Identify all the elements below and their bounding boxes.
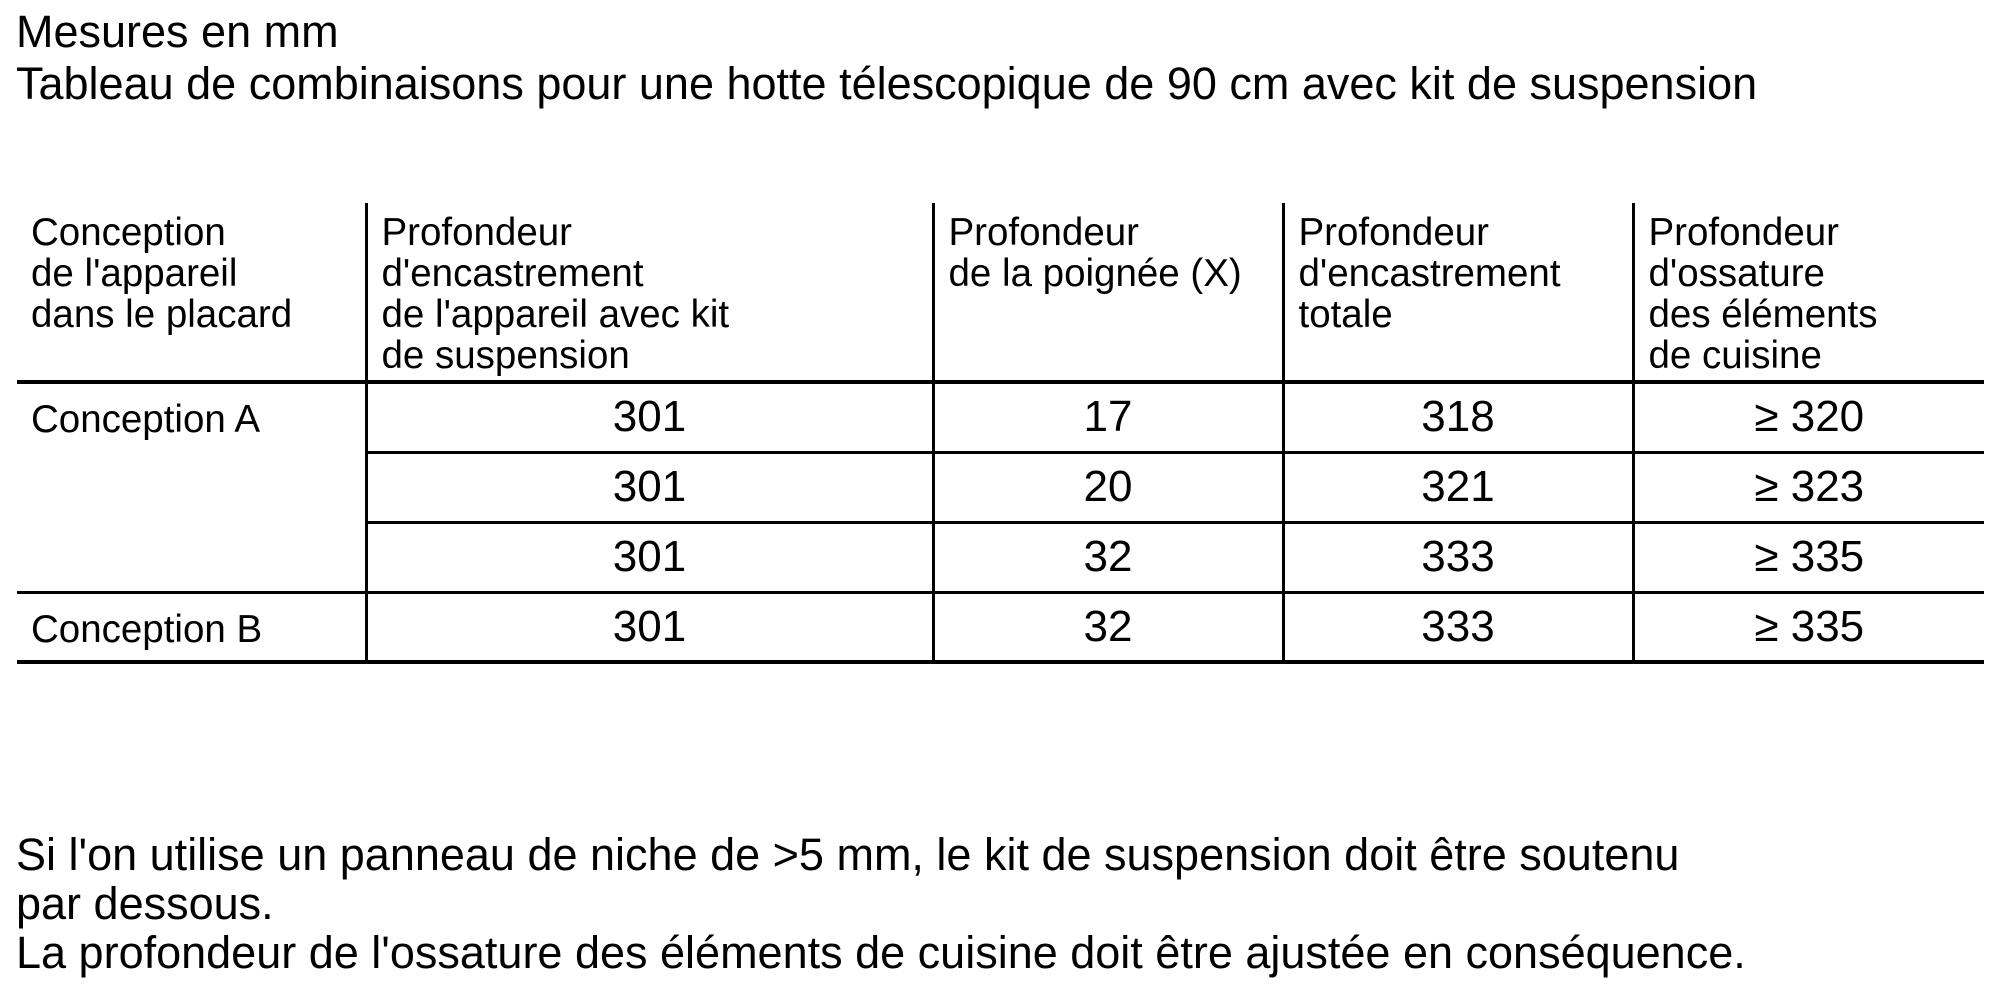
- cell-carcass-depth: ≥ 320: [1633, 382, 1984, 452]
- cell-carcass-depth: ≥ 323: [1633, 452, 1984, 522]
- col-header-total-depth: Profondeur d'encastrement totale: [1283, 203, 1633, 382]
- col-header-carcass-depth: Profondeur d'ossature des éléments de cuisine: [1633, 203, 1984, 382]
- units-note: Mesures en mm: [16, 6, 339, 57]
- footer-note-line: La profondeur de l'ossature des éléments de cuisine doit être ajustée en conséquence.: [16, 927, 1746, 978]
- combination-table: [17, 203, 1984, 664]
- cell-depth-with-kit: 301: [366, 382, 933, 452]
- cell-total-depth: 318: [1283, 382, 1633, 452]
- cell-total-depth: 333: [1283, 592, 1633, 662]
- table-header-row: [17, 203, 1984, 382]
- cell-handle-depth: 17: [933, 382, 1283, 452]
- footer-note-line: Si l'on utilise un panneau de niche de >5 mm, le kit de suspension doit être soutenu: [16, 829, 1680, 880]
- group-label-design-a: Conception A: [17, 382, 366, 592]
- col-header-handle-depth: Profondeur de la poignée (X): [933, 203, 1283, 382]
- cell-handle-depth: 20: [933, 452, 1283, 522]
- table-row: [17, 592, 1984, 662]
- col-header-depth-with-kit: Profondeur d'encastrement de l'appareil avec kit de suspension: [366, 203, 933, 382]
- footer-notes: [16, 830, 1746, 977]
- cell-carcass-depth: ≥ 335: [1633, 592, 1984, 662]
- table-row: [17, 382, 1984, 452]
- cell-depth-with-kit: 301: [366, 452, 933, 522]
- cell-carcass-depth: ≥ 335: [1633, 522, 1984, 592]
- group-label-design-b: Conception B: [17, 592, 366, 662]
- footer-note-line: par dessous.: [16, 878, 274, 929]
- cell-total-depth: 333: [1283, 522, 1633, 592]
- cell-depth-with-kit: 301: [366, 522, 933, 592]
- cell-total-depth: 321: [1283, 452, 1633, 522]
- table-title: Tableau de combinaisons pour une hotte télescopique de 90 cm avec kit de suspension: [16, 58, 1758, 109]
- cell-handle-depth: 32: [933, 522, 1283, 592]
- cell-handle-depth: 32: [933, 592, 1283, 662]
- col-header-design: Conception de l'appareil dans le placard: [17, 203, 366, 382]
- cell-depth-with-kit: 301: [366, 592, 933, 662]
